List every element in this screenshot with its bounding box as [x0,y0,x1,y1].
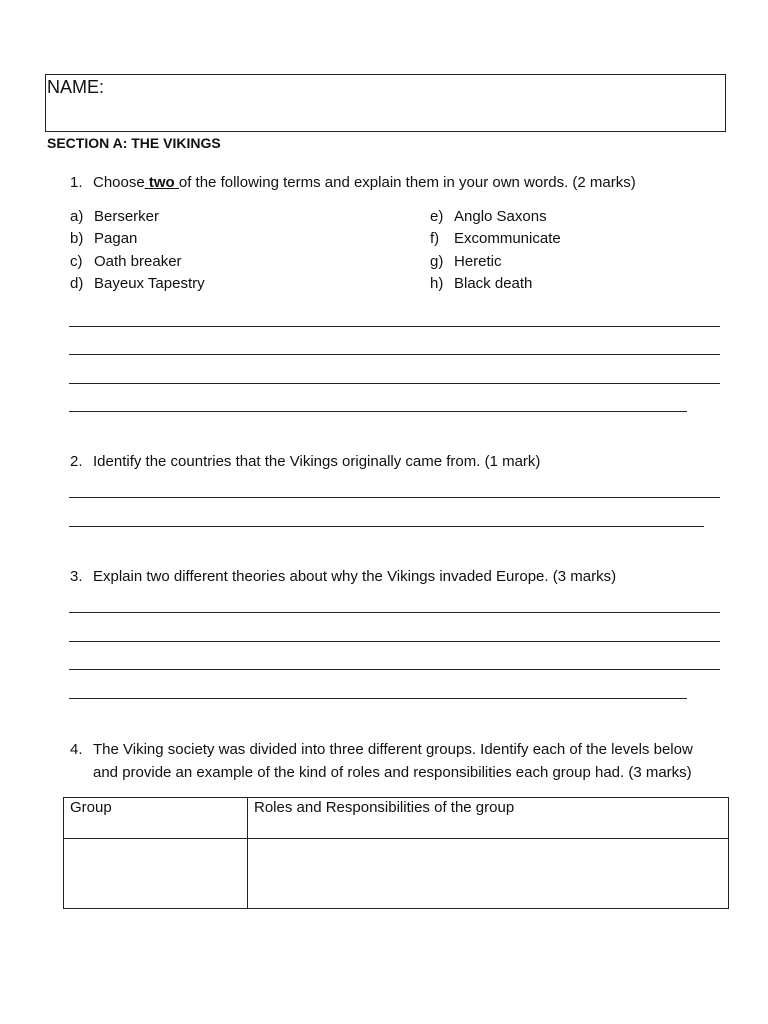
table-cell-roles[interactable] [248,839,729,909]
question-number: 4. [70,741,83,758]
option-letter: f) [430,230,440,247]
question-text: Identify the countries that the Vikings originally came from. (1 mark) [93,453,541,470]
question-number: 1. [70,174,83,191]
option-text: Black death [454,275,533,292]
answer-line[interactable] [69,669,720,670]
option-item [70,208,159,225]
name-label: NAME: [47,77,105,97]
answer-line[interactable] [69,612,720,613]
question-text-line-2: and provide an example of the kind of roles and responsibilities each group had. (3 marks) [93,764,692,781]
option-text: Pagan [94,230,138,247]
option-letter: a) [70,208,84,225]
option-text: Excommunicate [454,230,561,247]
answer-line[interactable] [69,497,720,498]
answer-line[interactable] [69,411,687,412]
option-item [430,253,502,270]
table-cell-group[interactable] [64,839,248,909]
option-text: Bayeux Tapestry [94,275,205,292]
question-number: 2. [70,453,83,470]
question-text: Explain two different theories about why the Vikings invaded Europe. (3 marks) [93,568,617,585]
answer-line[interactable] [69,354,720,355]
option-item [430,230,561,247]
table-header-row [64,798,729,839]
answer-line[interactable] [69,526,704,527]
groups-table [63,797,729,909]
question-text [93,174,636,192]
table-row [64,839,729,909]
emphasis-word: two [144,174,179,191]
option-letter: g) [430,253,444,270]
answer-line[interactable] [69,641,720,642]
option-item [430,208,547,225]
question-text-line-1: The Viking society was divided into three different groups. Identify each of the levels below [93,741,693,758]
table-header-group: Group [64,798,248,839]
option-text: Heretic [454,253,502,270]
option-letter: d) [70,275,84,292]
question-text-pre: Choose [93,174,145,191]
question-text-post: of the following terms and explain them in your own words. (2 marks) [178,174,636,191]
table-header-roles: Roles and Responsibilities of the group [248,798,729,839]
option-item [70,230,137,247]
option-item [70,253,182,270]
option-text: Anglo Saxons [454,208,547,225]
answer-line[interactable] [69,698,687,699]
option-letter: e) [430,208,444,225]
option-letter: b) [70,230,84,247]
name-field[interactable] [45,74,726,132]
answer-line[interactable] [69,326,720,327]
option-item [70,275,205,292]
option-item [430,275,532,292]
option-text: Oath breaker [94,253,182,270]
option-letter: c) [70,253,83,270]
question-number: 3. [70,568,83,585]
option-text: Berserker [94,208,160,225]
section-title: SECTION A: THE VIKINGS [47,135,221,151]
answer-line[interactable] [69,383,720,384]
option-letter: h) [430,275,444,292]
